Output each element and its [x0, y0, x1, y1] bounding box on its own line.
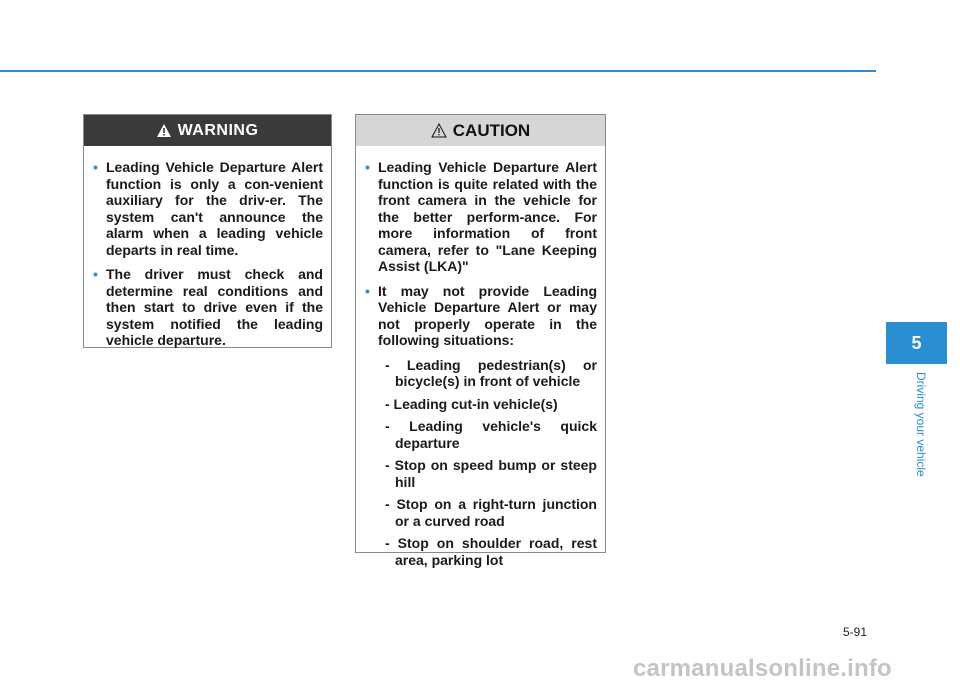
chapter-tab — [886, 322, 947, 364]
situation-list — [378, 357, 597, 569]
caution-box — [355, 114, 606, 568]
caution-triangle-icon — [431, 123, 447, 138]
list-item: • The driver must check and determine real conditions and then start to drive even if the system notified the leading vehicle departure. — [93, 266, 323, 348]
list-item: • Leading Vehicle Departure Alert function is quite related with the front camera in the vehicle for the better perform-ance. For more information of front camera, refer to "Lane Keeping Assist (LKA)" — [365, 159, 597, 274]
chapter-label: Driving your vehicle — [914, 372, 928, 477]
warning-list — [84, 146, 331, 349]
chapter-number: 5 — [911, 332, 922, 353]
top-rule — [0, 70, 876, 72]
situation-item: - Stop on shoulder road, rest area, parking lot — [385, 535, 597, 568]
page-number: 5-91 — [843, 625, 868, 639]
caution-list — [356, 146, 605, 568]
caution-title: CAUTION — [452, 120, 531, 140]
bullet-icon: • — [365, 159, 370, 175]
list-item: • Leading Vehicle Departure Alert function is only a con-venient auxiliary for the driv-er. The system can't announce the alarm when a leading vehicle departs in real time. — [93, 159, 323, 258]
bullet-icon: • — [93, 159, 98, 175]
situation-item: - Leading vehicle's quick departure — [385, 418, 597, 451]
warning-title: WARNING — [177, 121, 259, 139]
watermark: carmanualsonline.info — [633, 655, 892, 682]
warning-box — [83, 114, 332, 348]
warning-triangle-icon — [157, 124, 171, 137]
situation-item: - Stop on speed bump or steep hill — [385, 457, 597, 490]
list-item: • It may not provide Leading Vehicle Departure Alert or may not properly operate in the following situations: - Leading pedestrian(s) or bicycle(s) in front of vehicle - Leading cut-in vehicle(s) - Leading vehicle's quick departure - Stop on speed bump or steep hill - Stop on a right-turn junction or a curved road - Stop on shoulder road, rest area, parking lot — [365, 282, 597, 568]
bullet-icon: • — [365, 282, 370, 299]
caution-header — [356, 115, 605, 146]
situation-item: - Stop on a right-turn junction or a curved road — [385, 496, 597, 529]
situation-item: - Leading pedestrian(s) or bicycle(s) in front of vehicle — [385, 356, 597, 389]
bullet-icon: • — [93, 266, 98, 282]
situation-item: - Leading cut-in vehicle(s) — [385, 395, 558, 412]
warning-header — [84, 115, 331, 146]
